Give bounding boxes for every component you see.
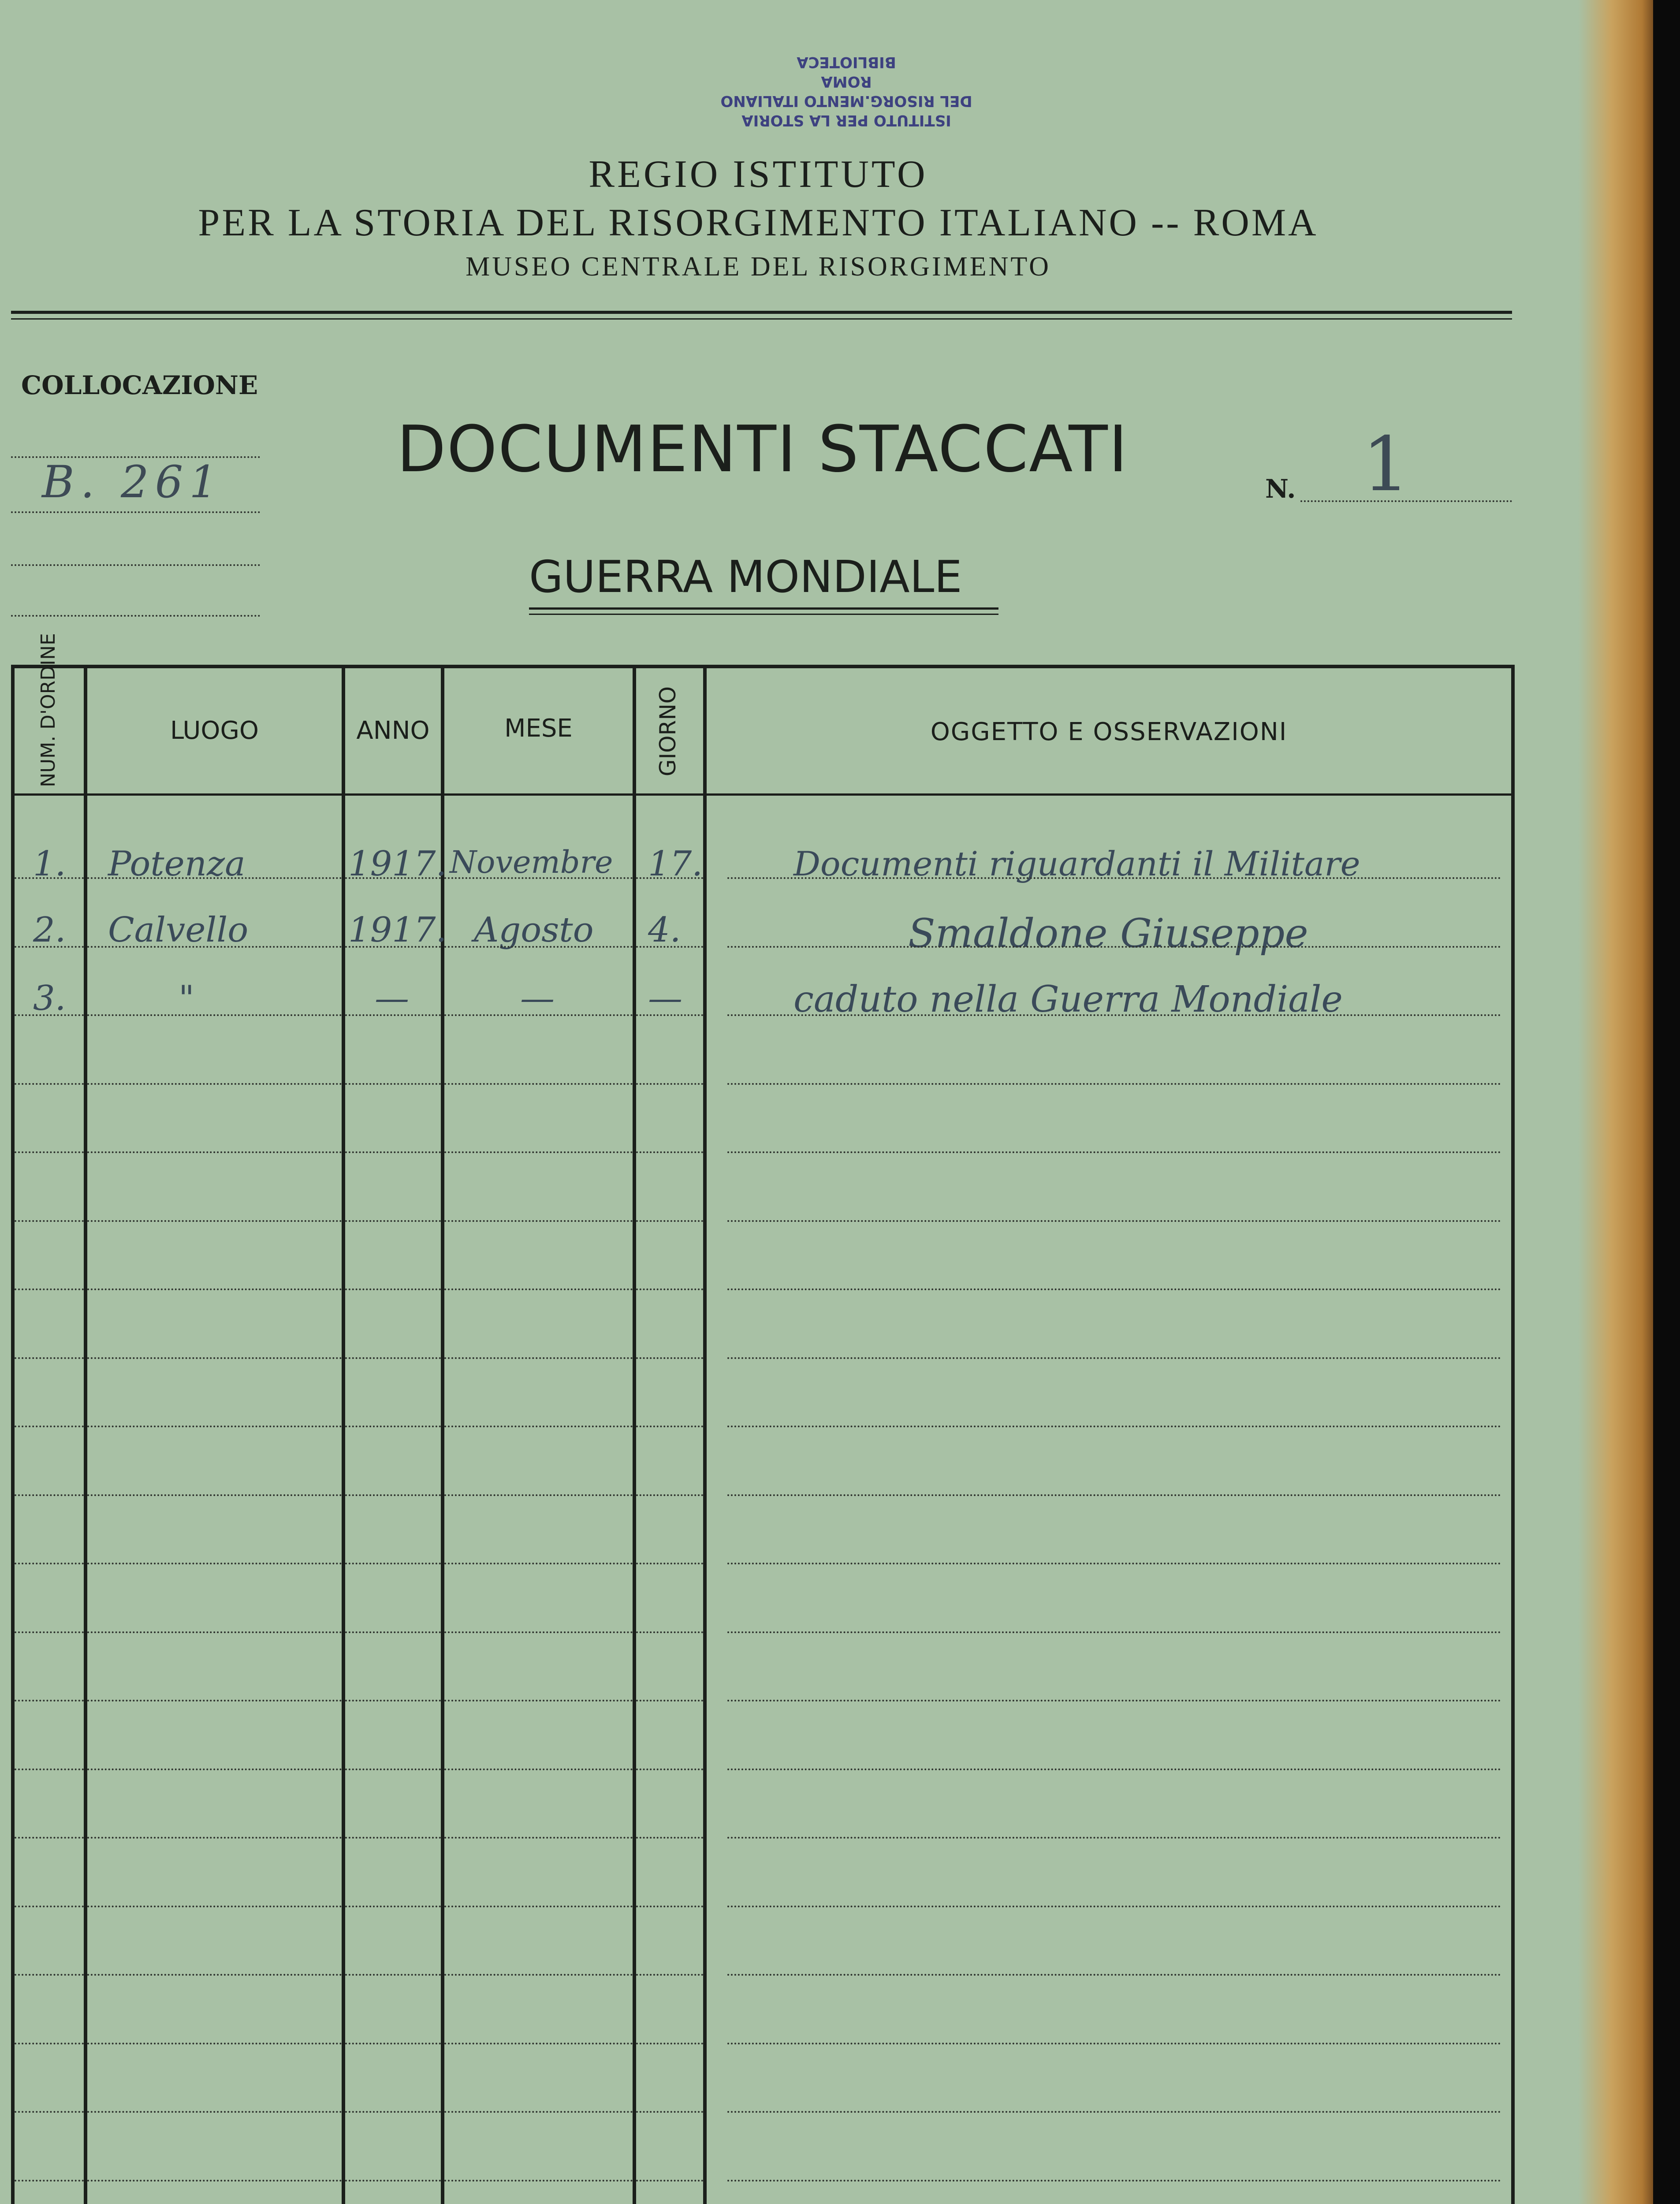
row-rule	[15, 946, 84, 948]
aged-paper-edge	[1578, 0, 1653, 2204]
row-rule	[87, 1014, 342, 1016]
row-rule	[727, 1014, 1501, 1016]
row-rule	[636, 1631, 703, 1633]
row-rule	[727, 1906, 1501, 1907]
header-giorno: GIORNO	[655, 686, 681, 777]
row-rule	[87, 2180, 342, 2182]
row-rule	[87, 1700, 342, 1701]
row-rule	[636, 1357, 703, 1359]
row-rule	[345, 946, 441, 948]
cell-num: 1.	[33, 844, 66, 884]
stamp-line: BIBLIOTECA	[797, 53, 896, 71]
row-rule	[727, 1494, 1501, 1496]
row-rule	[345, 1631, 441, 1633]
row-rule	[15, 1494, 84, 1496]
row-rule	[727, 1426, 1501, 1427]
header-oggetto-osservazioni: OGGETTO E OSSERVAZIONI	[930, 718, 1288, 746]
table-header-border	[11, 793, 1514, 796]
row-rule	[345, 2111, 441, 2113]
table-row	[0, 910, 1516, 957]
row-rule	[727, 946, 1501, 948]
row-rule	[345, 1083, 441, 1085]
row-rule	[345, 1768, 441, 1770]
row-rule	[636, 1700, 703, 1701]
collocazione-line	[11, 564, 260, 566]
row-rule	[15, 1563, 84, 1564]
cell-luogo: Potenza	[108, 844, 246, 884]
row-rule	[444, 1014, 633, 1016]
row-rule	[87, 1974, 342, 1976]
row-rule	[636, 1906, 703, 1907]
row-rule	[15, 1220, 84, 1222]
row-rule	[345, 1288, 441, 1290]
row-rule	[15, 1768, 84, 1770]
cell-giorno: —	[648, 979, 682, 1018]
column-divider	[633, 665, 636, 2204]
header-rule-thick	[11, 311, 1512, 314]
collocazione-value: B. 261	[42, 456, 224, 508]
stamp-line: ROMA	[821, 73, 872, 90]
row-rule	[444, 1220, 633, 1222]
row-rule	[345, 1357, 441, 1359]
table-left-border	[11, 665, 15, 2204]
number-label: N.	[1265, 474, 1296, 504]
row-rule	[727, 1288, 1501, 1290]
cell-anno: 1917.	[348, 910, 447, 950]
row-rule	[636, 1220, 703, 1222]
row-rule	[727, 1220, 1501, 1222]
row-rule	[444, 1288, 633, 1290]
row-rule	[727, 877, 1501, 879]
row-rule	[727, 1837, 1501, 1839]
cell-luogo: "	[179, 979, 194, 1018]
stamp-line: ISTITUTO PER LA STORIA	[741, 112, 951, 129]
row-rule	[345, 1700, 441, 1701]
column-divider	[703, 665, 707, 2204]
row-rule	[444, 2111, 633, 2113]
row-rule	[444, 1494, 633, 1496]
cell-mese: Agosto	[474, 910, 594, 950]
row-rule	[727, 1357, 1501, 1359]
header-rule-thin	[11, 318, 1512, 320]
row-rule	[636, 1083, 703, 1085]
row-rule	[345, 1151, 441, 1153]
row-rule	[636, 2180, 703, 2182]
row-rule	[727, 1563, 1501, 1564]
row-rule	[15, 1837, 84, 1839]
row-rule	[444, 877, 633, 879]
row-rule	[636, 1974, 703, 1976]
stamp-line: DEL RISORG.MENTO ITALIANO	[720, 92, 972, 110]
header-luogo: LUOGO	[170, 716, 259, 745]
row-rule	[345, 2043, 441, 2044]
row-rule	[444, 946, 633, 948]
header-num-ordine: NUM. D'ORDINE	[37, 633, 60, 787]
row-rule	[87, 877, 342, 879]
row-rule	[444, 2180, 633, 2182]
cell-oggetto: Documenti riguardanti il Militare	[793, 844, 1360, 883]
row-rule	[15, 1974, 84, 1976]
row-rule	[727, 1974, 1501, 1976]
row-rule	[345, 1974, 441, 1976]
row-rule	[636, 1014, 703, 1016]
table-row	[0, 979, 1516, 1020]
cell-num: 3.	[33, 979, 66, 1018]
row-rule	[636, 2111, 703, 2113]
row-rule	[636, 1494, 703, 1496]
row-rule	[636, 1768, 703, 1770]
row-rule	[87, 1220, 342, 1222]
row-rule	[15, 1083, 84, 1085]
row-rule	[444, 1563, 633, 1564]
table-right-border	[1511, 665, 1515, 2204]
row-rule	[444, 1768, 633, 1770]
cell-oggetto: Smaldone Giuseppe	[908, 910, 1308, 957]
row-rule	[15, 2180, 84, 2182]
cell-giorno: 17.	[648, 844, 703, 884]
row-rule	[345, 1906, 441, 1907]
row-rule	[444, 1426, 633, 1427]
row-rule	[87, 946, 342, 948]
header-anno: ANNO	[356, 716, 430, 745]
row-rule	[15, 2043, 84, 2044]
row-rule	[444, 1151, 633, 1153]
row-rule	[87, 1151, 342, 1153]
row-rule	[345, 1837, 441, 1839]
row-rule	[345, 877, 441, 879]
row-rule	[636, 1837, 703, 1839]
row-rule	[87, 1768, 342, 1770]
row-rule	[444, 2043, 633, 2044]
cell-oggetto: caduto nella Guerra Mondiale	[793, 979, 1343, 1020]
subtitle-underline	[529, 614, 998, 615]
row-rule	[636, 1151, 703, 1153]
row-rule	[87, 1837, 342, 1839]
row-rule	[15, 1631, 84, 1633]
row-rule	[87, 1357, 342, 1359]
column-divider	[342, 665, 345, 2204]
library-stamp	[697, 37, 996, 130]
collocazione-label: COLLOCAZIONE	[21, 370, 258, 400]
institute-full-name: PER LA STORIA DEL RISORGIMENTO ITALIANO -- ROMA	[198, 201, 1319, 244]
row-rule	[636, 2043, 703, 2044]
row-rule	[727, 1700, 1501, 1701]
column-divider	[441, 665, 444, 2204]
row-rule	[444, 1974, 633, 1976]
row-rule	[727, 1631, 1501, 1633]
row-rule	[444, 1357, 633, 1359]
row-rule	[727, 2180, 1501, 2182]
cell-giorno: 4.	[648, 910, 681, 950]
subtitle-underline	[529, 607, 998, 610]
row-rule	[345, 1220, 441, 1222]
row-rule	[87, 1426, 342, 1427]
cell-luogo: Calvello	[108, 910, 249, 950]
row-rule	[444, 1083, 633, 1085]
row-rule	[345, 2180, 441, 2182]
row-rule	[15, 1700, 84, 1701]
cell-anno: 1917.	[348, 844, 447, 884]
cell-mese: —	[520, 979, 555, 1018]
collocazione-line	[11, 615, 260, 617]
table-row	[0, 844, 1516, 884]
row-rule	[87, 2111, 342, 2113]
document-title: DOCUMENTI STACCATI	[397, 412, 1129, 487]
row-rule	[636, 946, 703, 948]
row-rule	[87, 1563, 342, 1564]
row-rule	[15, 1906, 84, 1907]
column-divider	[84, 665, 87, 2204]
row-rule	[15, 877, 84, 879]
row-rule	[444, 1906, 633, 1907]
row-rule	[727, 1768, 1501, 1770]
number-value: 1	[1362, 421, 1410, 508]
row-rule	[727, 1151, 1501, 1153]
row-rule	[87, 1631, 342, 1633]
row-rule	[444, 1631, 633, 1633]
row-rule	[87, 1494, 342, 1496]
row-rule	[444, 1837, 633, 1839]
collocazione-line	[11, 456, 260, 458]
cell-num: 2.	[33, 910, 66, 950]
row-rule	[87, 1906, 342, 1907]
document-subtitle: GUERRA MONDIALE	[529, 551, 962, 603]
row-rule	[345, 1563, 441, 1564]
header-mese: MESE	[504, 714, 573, 743]
row-rule	[345, 1014, 441, 1016]
row-rule	[15, 1357, 84, 1359]
institute-name: REGIO ISTITUTO	[589, 153, 928, 196]
cell-anno: —	[375, 979, 409, 1018]
row-rule	[636, 1426, 703, 1427]
row-rule	[727, 2111, 1501, 2113]
row-rule	[15, 1288, 84, 1290]
row-rule	[444, 1700, 633, 1701]
row-rule	[727, 1083, 1501, 1085]
row-rule	[15, 1151, 84, 1153]
row-rule	[345, 1494, 441, 1496]
row-rule	[15, 2111, 84, 2113]
row-rule	[15, 1014, 84, 1016]
row-rule	[87, 1288, 342, 1290]
row-rule	[727, 2043, 1501, 2044]
row-rule	[636, 877, 703, 879]
row-rule	[345, 1426, 441, 1427]
row-rule	[636, 1288, 703, 1290]
row-rule	[636, 1563, 703, 1564]
row-rule	[87, 2043, 342, 2044]
museum-name: MUSEO CENTRALE DEL RISORGIMENTO	[466, 252, 1051, 282]
cell-mese: Novembre	[450, 844, 613, 880]
table-top-border	[11, 665, 1514, 668]
row-rule	[87, 1083, 342, 1085]
collocazione-line	[11, 511, 260, 513]
row-rule	[15, 1426, 84, 1427]
